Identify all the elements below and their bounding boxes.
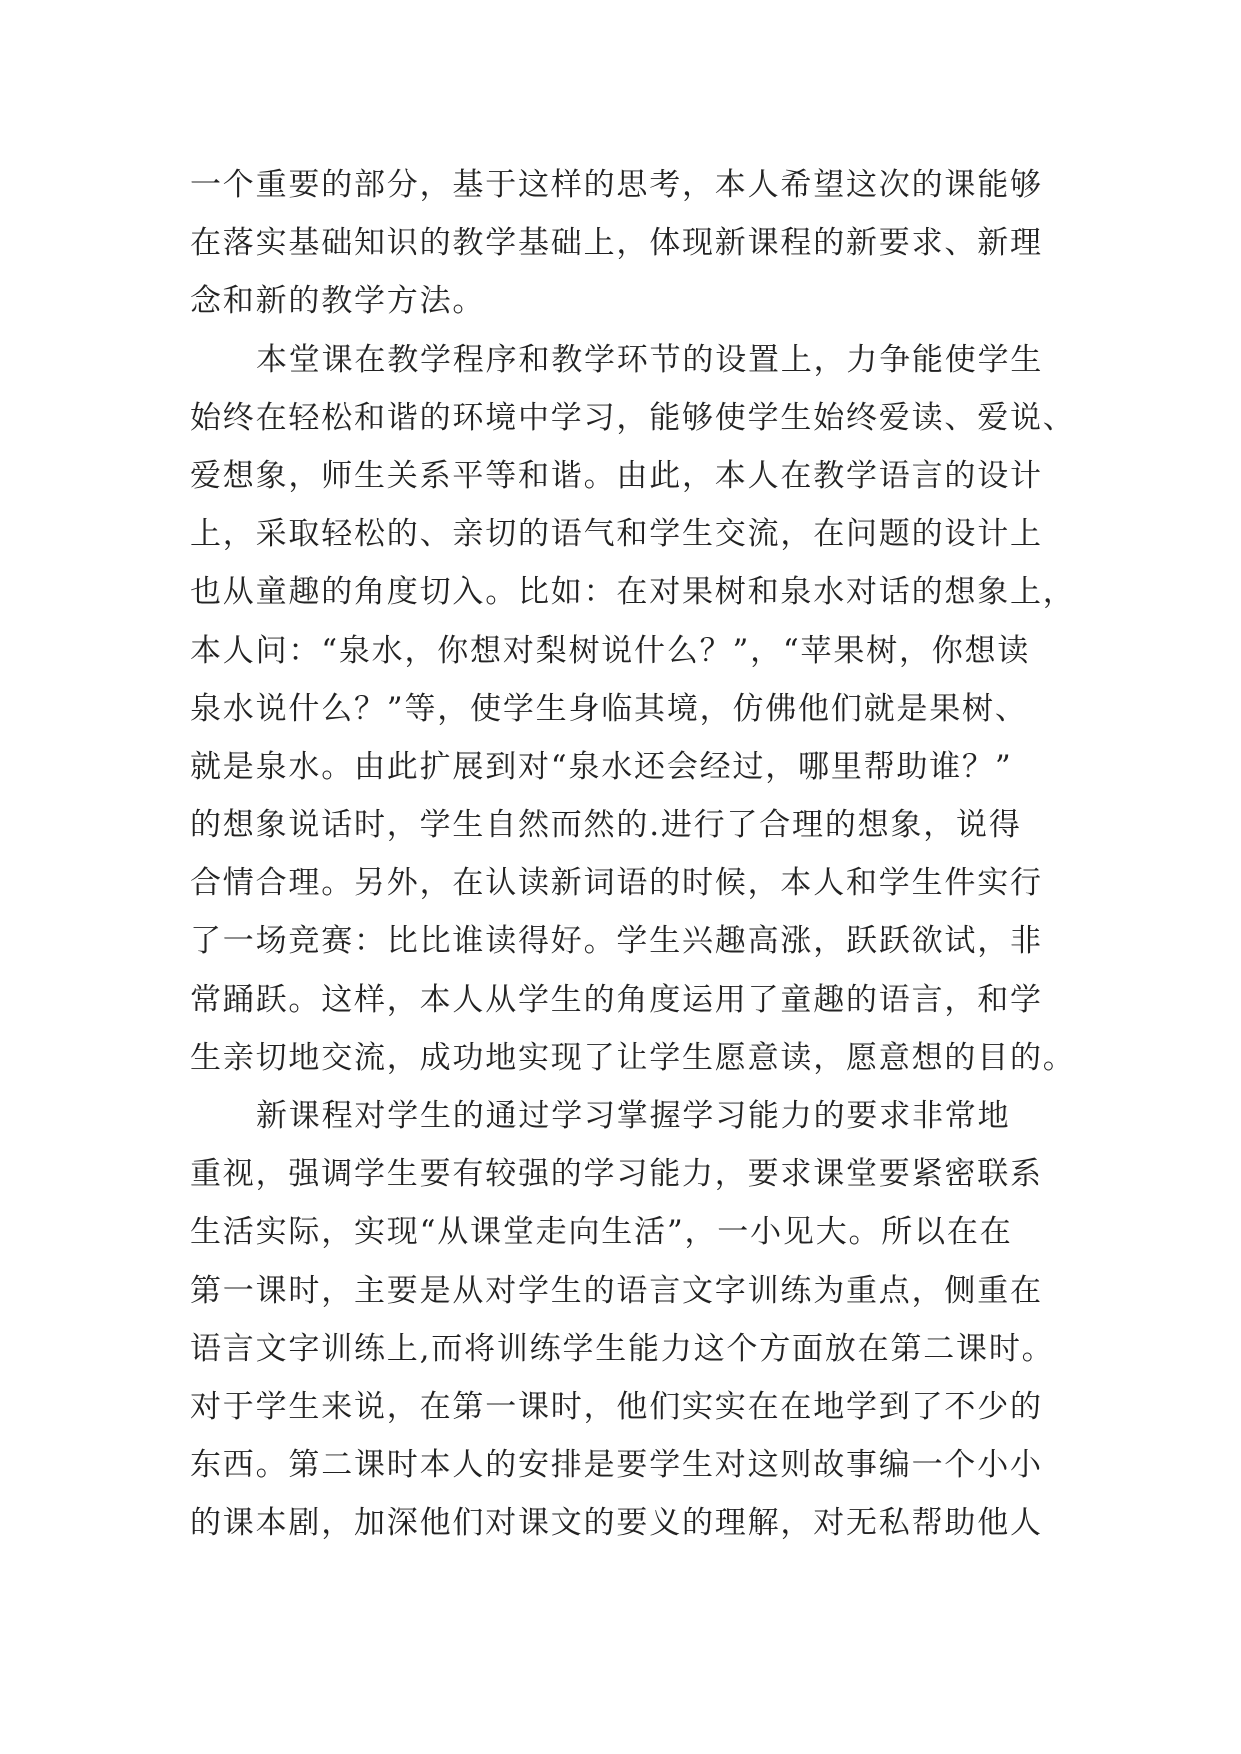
text-line: 在落实基础知识的教学基础上，体现新课程的新要求、新理 xyxy=(190,225,1043,262)
text-line: 对于学生来说，在第一课时，他们实实在在地学到了不少的 xyxy=(190,1388,1043,1425)
text-line: 就是泉水。由此扩展到对“泉水还会经过，哪里帮助谁？” xyxy=(190,748,1013,785)
text-line: 了一场竞赛：比比谁读得好。学生兴趣高涨，跃跃欲试，非 xyxy=(190,923,1043,960)
text-line: 重视，强调学生要有较强的学习能力，要求课堂要紧密联系 xyxy=(190,1156,1043,1193)
text-line: 念和新的教学方法。 xyxy=(190,283,486,320)
text-line: 泉水说什么？”等，使学生身临其境，仿佛他们就是果树、 xyxy=(190,690,1028,727)
text-line: 上，采取轻松的、亲切的语气和学生交流，在问题的设计上 xyxy=(190,516,1043,553)
text-line: 始终在轻松和谐的环境中学习，能够使学生始终爱读、爱说、 xyxy=(190,399,1076,436)
text-line: 本堂课在教学程序和教学环节的设置上，力争能使学生 xyxy=(256,341,1044,378)
text-line: 东西。第二课时本人的安排是要学生对这则故事编一个小小 xyxy=(190,1447,1043,1484)
text-line: 合情合理。另外，在认读新词语的时候，本人和学生件实行 xyxy=(190,865,1043,902)
text-line: 语言文字训练上,而将训练学生能力这个方面放在第二课时。 xyxy=(190,1330,1055,1367)
text-line: 常踊跃。这样，本人从学生的角度运用了童趣的语言，和学 xyxy=(190,981,1043,1018)
text-line: 新课程对学生的通过学习掌握学习能力的要求非常地 xyxy=(256,1098,1011,1134)
text-line: 的想象说话时，学生自然而然的.进行了合理的想象，说得 xyxy=(190,807,1022,844)
text-line: 第一课时，主要是从对学生的语言文字训练为重点，侧重在 xyxy=(190,1272,1043,1309)
text-line: 一个重要的部分，基于这样的思考，本人希望这次的课能够 xyxy=(190,167,1043,203)
text-line: 本人问：“泉水，你想对梨树说什么？”，“苹果树，你想读 xyxy=(190,632,1031,669)
text-line: 也从童趣的角度切入。比如：在对果树和泉水对话的想象上， xyxy=(190,574,1076,611)
text-line: 的课本剧，加深他们对课文的要义的理解，对无私帮助他人 xyxy=(190,1505,1043,1542)
text-line: 生亲切地交流，成功地实现了让学生愿意读，愿意想的目的。 xyxy=(190,1039,1076,1076)
body-text xyxy=(190,156,1076,1553)
text-line: 爱想象，师生关系平等和谐。由此，本人在教学语言的设计 xyxy=(190,457,1043,494)
text-line: 生活实际，实现“从课堂走向生活”，一小见大。所以在在 xyxy=(190,1214,1013,1251)
